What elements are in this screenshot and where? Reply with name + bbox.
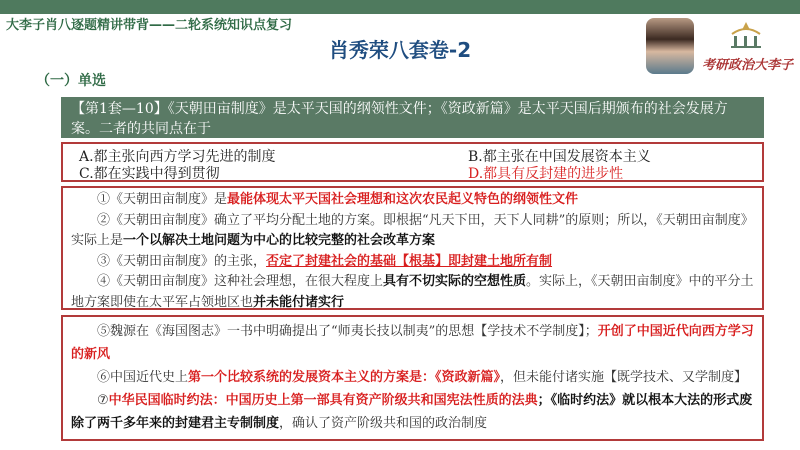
explanation-point-2: [71, 211, 754, 252]
logo-text: 考研政治大李子: [702, 58, 794, 73]
point-2-text: ②《天朝田亩制度》确立了平均分配土地的方案。即根据“凡天下田，天下人同耕”的原则；所以，《天朝田亩制度》实际上是: [71, 212, 754, 248]
option-c[interactable]: C.都在实践中得到贯彻: [79, 166, 220, 182]
point-6-text: ⑥中国近代史上: [97, 370, 189, 385]
point-4-text-2: 。实际上，《天朝田亩制度》中的平分土地方案即使在太平军占领地区也: [71, 274, 754, 310]
point-3-highlight: 否定了封建社会的基础【根基】即封建土地所有制: [266, 253, 553, 269]
series-title: 大李子肖八逐题精讲带背——二轮系统知识点复习: [6, 18, 293, 33]
point-4-highlight-2: 并未能付诸实行: [253, 294, 345, 310]
explanation-box-2: [61, 315, 764, 441]
options-box: [61, 142, 764, 182]
explanation-point-4: [71, 272, 754, 313]
logo-area: [646, 18, 796, 76]
question-text: 【第1套—10】《天朝田亩制度》是太平天国的纲领性文件；《资政新篇》是太平天国后期颁布的社会发展方案。二者的共同点在于: [71, 101, 728, 137]
emblem-icon: [726, 20, 766, 50]
question-stem: [61, 97, 764, 138]
point-2-highlight: 一个以解决土地问题为中心的比较完整的社会改革方案: [123, 233, 436, 248]
avatar: [646, 18, 694, 74]
option-b[interactable]: B.都主张在中国发展资本主义: [468, 149, 651, 165]
explanation-point-1: [71, 190, 754, 211]
point-4-highlight: 具有不切实际的空想性质: [383, 274, 527, 289]
point-7-text-2: ，确认了资产阶级共和国的政治制度: [279, 416, 488, 431]
option-d[interactable]: D.都具有反封建的进步性: [468, 166, 624, 182]
point-7-text: ⑦: [97, 393, 109, 408]
explanation-point-6: [71, 366, 754, 389]
explanation-point-7: [71, 389, 754, 435]
option-a[interactable]: A.都主张向西方学习先进的制度: [79, 149, 276, 165]
explanation-box-1: [61, 186, 764, 310]
point-4-text: ④《天朝田亩制度》这种社会理想，在很大程度上: [97, 274, 384, 289]
point-1-highlight: 最能体现太平天国社会理想和这次农民起义特色的纲领性文件: [227, 192, 579, 207]
explanation-point-3: [71, 252, 754, 273]
point-6-text-2: ，但未能付诸实施【既学技术、又学制度】: [500, 370, 748, 385]
point-7-highlight: 中华民国临时约法：中国历史上第一部具有资产阶级共和国宪法性质的法典: [108, 393, 538, 408]
point-3-text: ③《天朝田亩制度》的主张，: [97, 253, 267, 269]
point-1-text: ①《天朝田亩制度》是: [97, 192, 228, 207]
point-7-highlight-2: ；《临时约法》就以根本大法的形式废除了两千多年来的封建君主专制制度: [71, 393, 753, 431]
top-bar: [0, 0, 800, 14]
point-5-text: ⑤魏源在《海国图志》一书中明确提出了“师夷长技以制夷”的思想【学技术不学制度】；: [97, 324, 598, 339]
point-5-highlight: 开创了中国近代向西方学习的新风: [71, 324, 754, 362]
point-6-highlight: 第一个比较系统的发展资本主义的方案是：《资政新篇》: [188, 370, 501, 385]
explanation-point-5: [71, 320, 754, 366]
page-title: 肖秀荣八套卷-2: [328, 38, 472, 62]
section-label: （一）单选: [36, 73, 106, 89]
